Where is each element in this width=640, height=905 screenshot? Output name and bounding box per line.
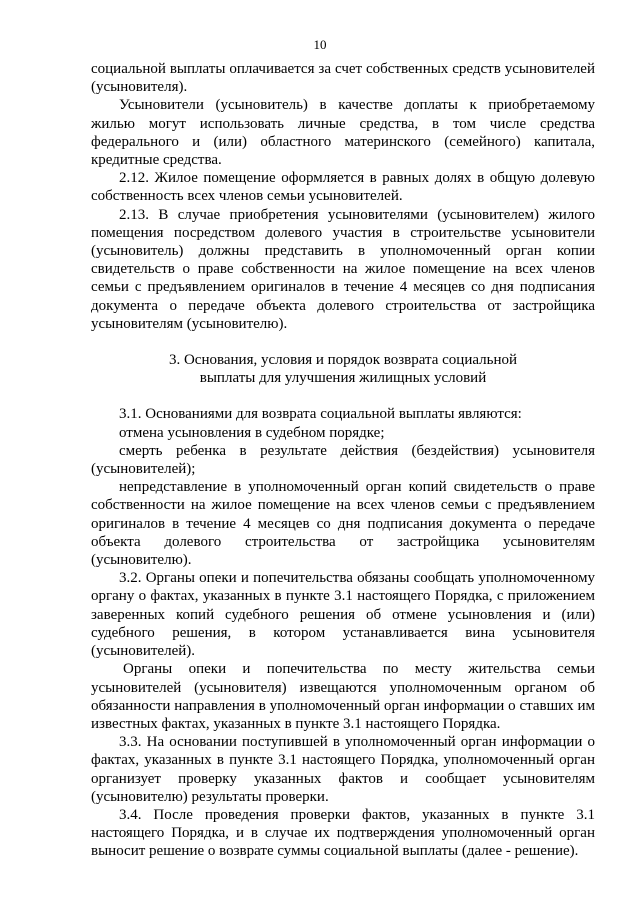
- paragraph-continuation: социальной выплаты оплачивается за счет собственных средств усыновителей (усыновителя).: [91, 61, 595, 96]
- paragraph-3-4: 3.4. После проведения проверки фактов, указанных в пункте 3.1 настоящего Порядка, и в случае их подтверждения уполномоченный орган выносит решение о возврате суммы социальной выплаты (далее - решение).: [91, 806, 595, 860]
- paragraph-3-2: 3.2. Органы опеки и попечительства обязаны сообщать уполномоченному органу о фактах, указанных в пункте 3.1 настоящего Порядка, с приложением заверенных копий судебного решения об отмене усыновления и (или) судебного решения, в котором устанавливается вина усыновителя (усыновителей).: [91, 570, 595, 660]
- section-heading-line-2: выплаты для улучшения жилищных условий: [199, 370, 487, 387]
- paragraph-additional-funds: Усыновители (усыновитель) в качестве доплаты к приобретаемому жилью могут использовать личные средства, в том числе средства федерального и (или) областного материнского (семейного) капитала, кредитные средства.: [91, 97, 595, 169]
- paragraph-3-1: 3.1. Основаниями для возврата социальной выплаты являются:: [119, 406, 522, 423]
- list-item-non-submission: непредставление в уполномоченный орган копий свидетельств о праве собственности на жилое помещение на всех членов семьи с предъявлением оригиналов в течение 4 месяцев со дня подписания документа о передаче объекта долевого строительства от застройщика усыновителям (усыновителю).: [91, 479, 595, 569]
- paragraph-guardianship-notice: Органы опеки и попечительства по месту жительства семьи усыновителей (усыновителя) извещаются уполномоченным органом об обязанности направления в уполномоченный орган информации о ставших им известных фактах, указанных в пункте 3.1 настоящего Порядка.: [91, 661, 595, 732]
- paragraph-2-12: 2.12. Жилое помещение оформляется в равных долях в общую долевую собственность всех членов семьи усыновителей.: [91, 170, 595, 205]
- paragraph-2-13: 2.13. В случае приобретения усыновителями (усыновителем) жилого помещения посредством долевого участия в строительстве усыновители (усыновитель) должны представить в уполномоченный орган копии свидетельств о праве собственности на жилое помещение на всех членов семьи с предъявлением оригиналов в течение 4 месяцев со дня подписания документа о передаче объекта долевого строительства от застройщика усыновителям (усыновителю).: [91, 206, 595, 332]
- page-number: 10: [313, 37, 327, 52]
- section-heading-line-1: 3. Основания, условия и порядок возврата социальной: [168, 352, 518, 369]
- list-item-adoption-cancel: отмена усыновления в судебном порядке;: [119, 424, 385, 441]
- paragraph-3-3: 3.3. На основании поступившей в уполномоченный орган информации о фактах, указанных в пункте 3.1 настоящего Порядка, уполномоченный орган организует проверку указанных фактов и сообщает усыновителям (усыновителю) результаты проверки.: [91, 734, 595, 805]
- spacer: [91, 387, 595, 405]
- spacer: [91, 333, 595, 351]
- list-item-child-death: смерть ребенка в результате действия (бездействия) усыновителя (усыновителей);: [91, 442, 595, 478]
- document-body: [91, 60, 595, 861]
